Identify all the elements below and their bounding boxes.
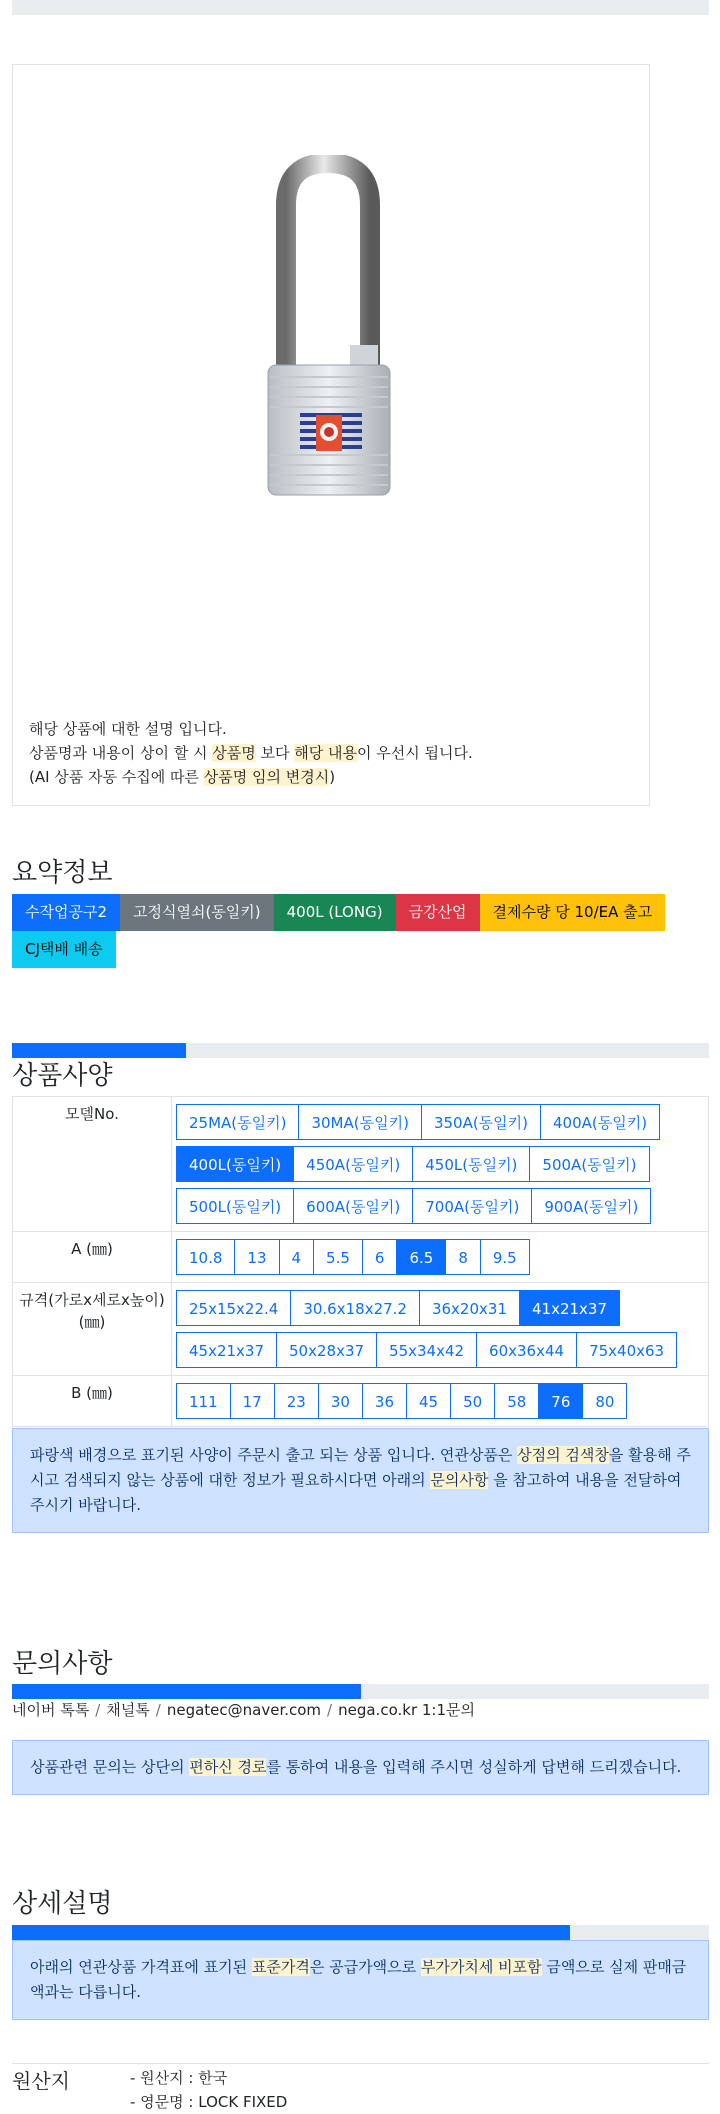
spec-row-label: 규격(가로x세로x높이) (㎜) bbox=[13, 1283, 172, 1376]
summary-title: 요약정보 bbox=[12, 858, 113, 888]
spec-row-options bbox=[172, 1376, 709, 1427]
detail-alert-highlight-vat: 부가가치세 비포함 bbox=[420, 1958, 542, 1976]
spec-option[interactable]: 500L(동일키) bbox=[176, 1188, 294, 1224]
notice-line-3-prefix: (AI 상품 자동 수집에 따른 bbox=[29, 768, 204, 786]
spec-option[interactable]: 700A(동일키) bbox=[412, 1188, 532, 1224]
spec-option[interactable]: 55x34x42 bbox=[376, 1332, 477, 1368]
summary-badge: 수작업공구2 bbox=[12, 894, 120, 931]
spec-option[interactable]: 9.5 bbox=[480, 1239, 530, 1275]
inquiry-progress-fill bbox=[12, 1684, 361, 1699]
spec-info-alert bbox=[12, 1428, 709, 1533]
spec-option[interactable]: 450L(동일키) bbox=[412, 1146, 530, 1182]
detail-alert-prefix: 아래의 연관상품 가격표에 표기된 bbox=[30, 1958, 252, 1976]
contact-link[interactable]: nega.co.kr 1:1문의 bbox=[338, 1701, 475, 1719]
spec-row-label: B (㎜) bbox=[13, 1376, 172, 1427]
spec-option-selected[interactable]: 76 bbox=[538, 1383, 583, 1419]
spec-row bbox=[13, 1232, 709, 1283]
contact-link[interactable]: 네이버 톡톡 bbox=[12, 1701, 90, 1719]
notice-line-1: 해당 상품에 대한 설명 입니다. bbox=[29, 720, 227, 738]
spec-option[interactable]: 350A(동일키) bbox=[421, 1104, 541, 1140]
notice-line-2-prefix: 상품명과 내용이 상이 할 시 bbox=[29, 744, 213, 762]
spec-option[interactable]: 23 bbox=[274, 1383, 319, 1419]
spec-option[interactable]: 450A(동일키) bbox=[293, 1146, 413, 1182]
spec-option[interactable]: 10.8 bbox=[176, 1239, 235, 1275]
spec-progress-bar bbox=[12, 1043, 709, 1058]
spec-alert-highlight-inquiry: 문의사항 bbox=[430, 1471, 489, 1489]
spec-row-options bbox=[172, 1232, 709, 1283]
spec-alert-prefix: 파랑색 배경으로 표기된 사양이 주문시 출고 되는 상품 입니다. 연관상품은 bbox=[30, 1446, 518, 1464]
top-progress-bar bbox=[12, 0, 709, 15]
notice-highlight-product-name: 상품명 bbox=[212, 744, 256, 762]
spec-option[interactable]: 6 bbox=[362, 1239, 398, 1275]
detail-progress-bar bbox=[12, 1925, 709, 1940]
spec-option[interactable]: 500A(동일키) bbox=[529, 1146, 649, 1182]
inquiry-alert-prefix: 상품관련 문의는 상단의 bbox=[30, 1758, 190, 1776]
notice-line-3-suffix: ) bbox=[329, 768, 336, 786]
spec-option[interactable]: 50x28x37 bbox=[276, 1332, 377, 1368]
option-group bbox=[176, 1287, 704, 1371]
summary-badge: 금강산업 bbox=[396, 894, 480, 931]
spec-option[interactable]: 30MA(동일키) bbox=[298, 1104, 421, 1140]
spec-option[interactable]: 30.6x18x27.2 bbox=[290, 1290, 420, 1326]
spec-row bbox=[13, 1283, 709, 1376]
contact-breadcrumb bbox=[12, 1699, 475, 1720]
spec-alert-mid: 을 활용해 주시고 검색되지 않는 상품에 대한 정보가 필요하시다면 아래의 bbox=[30, 1446, 691, 1489]
notice-line-3 bbox=[29, 765, 473, 789]
notice-line-2-mid: 보다 bbox=[255, 744, 295, 762]
product-image-card bbox=[12, 64, 650, 806]
inquiry-alert-suffix: 를 통하여 내용을 입력해 주시면 성실하게 답변해 드리겠습니다. bbox=[266, 1758, 682, 1776]
detail-progress-fill bbox=[12, 1925, 570, 1940]
origin-item: - 영문명 : LOCK FIXED bbox=[130, 2093, 288, 2111]
breadcrumb-separator: / bbox=[95, 1701, 101, 1719]
spec-option[interactable]: 900A(동일키) bbox=[531, 1188, 651, 1224]
notice-line-2-suffix: 이 우선시 됩니다. bbox=[356, 744, 473, 762]
spec-option[interactable]: 45x21x37 bbox=[176, 1332, 277, 1368]
spec-alert-suffix: 을 참고하여 내용을 전달하여 주시기 바랍니다. bbox=[30, 1471, 682, 1514]
contact-link[interactable]: negatec@naver.com bbox=[166, 1701, 322, 1719]
spec-option[interactable]: 58 bbox=[494, 1383, 539, 1419]
product-notice bbox=[29, 717, 473, 789]
spec-option-selected[interactable]: 6.5 bbox=[396, 1239, 446, 1275]
origin-divider bbox=[12, 2063, 709, 2064]
spec-row-label: 모델No. bbox=[13, 1097, 172, 1232]
notice-highlight-content: 해당 내용 bbox=[294, 744, 357, 762]
inquiry-title: 문의사항 bbox=[12, 1649, 113, 1679]
option-group bbox=[176, 1101, 704, 1227]
detail-info-alert bbox=[12, 1940, 709, 2020]
option-group bbox=[176, 1236, 704, 1278]
summary-badge: CJ택배 배송 bbox=[12, 931, 116, 968]
notice-highlight-rename: 상품명 임의 변경시 bbox=[203, 768, 330, 786]
option-group bbox=[176, 1380, 704, 1422]
notice-line-2 bbox=[29, 741, 473, 765]
spec-option[interactable]: 75x40x63 bbox=[576, 1332, 677, 1368]
spec-option[interactable]: 25MA(동일키) bbox=[176, 1104, 299, 1140]
spec-option-selected[interactable]: 400L(동일키) bbox=[176, 1146, 294, 1182]
origin-list bbox=[130, 2066, 287, 2114]
spec-option[interactable]: 400A(동일키) bbox=[540, 1104, 660, 1140]
spec-option[interactable]: 30 bbox=[318, 1383, 363, 1419]
summary-badges bbox=[12, 894, 692, 968]
spec-row bbox=[13, 1097, 709, 1232]
origin-item: - 원산지 : 한국 bbox=[130, 2069, 228, 2087]
summary-badge: 결제수량 당 10/EA 출고 bbox=[480, 894, 666, 931]
spec-option[interactable]: 45 bbox=[406, 1383, 451, 1419]
spec-option[interactable]: 36x20x31 bbox=[419, 1290, 520, 1326]
spec-option[interactable]: 8 bbox=[445, 1239, 481, 1275]
breadcrumb-separator: / bbox=[327, 1701, 333, 1719]
inquiry-alert-highlight: 편하신 경로 bbox=[189, 1758, 267, 1776]
detail-alert-mid: 은 공급가액으로 bbox=[309, 1958, 421, 1976]
detail-alert-highlight-price: 표준가격 bbox=[251, 1958, 310, 1976]
spec-option[interactable]: 4 bbox=[279, 1239, 315, 1275]
spec-table bbox=[12, 1096, 709, 1427]
spec-option[interactable]: 600A(동일키) bbox=[293, 1188, 413, 1224]
padlock-image bbox=[248, 155, 408, 515]
spec-option[interactable]: 60x36x44 bbox=[476, 1332, 577, 1368]
spec-alert-highlight-search: 상점의 검색창 bbox=[517, 1446, 609, 1464]
spec-row bbox=[13, 1376, 709, 1427]
spec-option[interactable]: 50 bbox=[450, 1383, 495, 1419]
spec-option[interactable]: 36 bbox=[362, 1383, 407, 1419]
detail-title: 상세설명 bbox=[12, 1889, 113, 1919]
spec-option[interactable]: 80 bbox=[582, 1383, 627, 1419]
spec-option-selected[interactable]: 41x21x37 bbox=[519, 1290, 620, 1326]
spec-option[interactable]: 5.5 bbox=[313, 1239, 363, 1275]
contact-link[interactable]: 채널톡 bbox=[106, 1701, 150, 1719]
origin-label: 원산지 bbox=[12, 2069, 70, 2093]
detail-alert-suffix: 금액으로 실제 판매금액과는 다릅니다. bbox=[30, 1958, 687, 2001]
spec-option[interactable]: 13 bbox=[234, 1239, 279, 1275]
spec-option[interactable]: 111 bbox=[176, 1383, 231, 1419]
spec-title: 상품사양 bbox=[12, 1061, 113, 1091]
inquiry-progress-bar bbox=[12, 1684, 709, 1699]
spec-option[interactable]: 25x15x22.4 bbox=[176, 1290, 291, 1326]
spec-row-label: A (㎜) bbox=[13, 1232, 172, 1283]
breadcrumb-separator: / bbox=[155, 1701, 161, 1719]
spec-option[interactable]: 17 bbox=[230, 1383, 275, 1419]
summary-badge: 고정식열쇠(동일키) bbox=[120, 894, 274, 931]
spec-row-options bbox=[172, 1097, 709, 1232]
inquiry-info-alert bbox=[12, 1740, 709, 1795]
summary-badge: 400L (LONG) bbox=[274, 894, 396, 931]
spec-row-options bbox=[172, 1283, 709, 1376]
